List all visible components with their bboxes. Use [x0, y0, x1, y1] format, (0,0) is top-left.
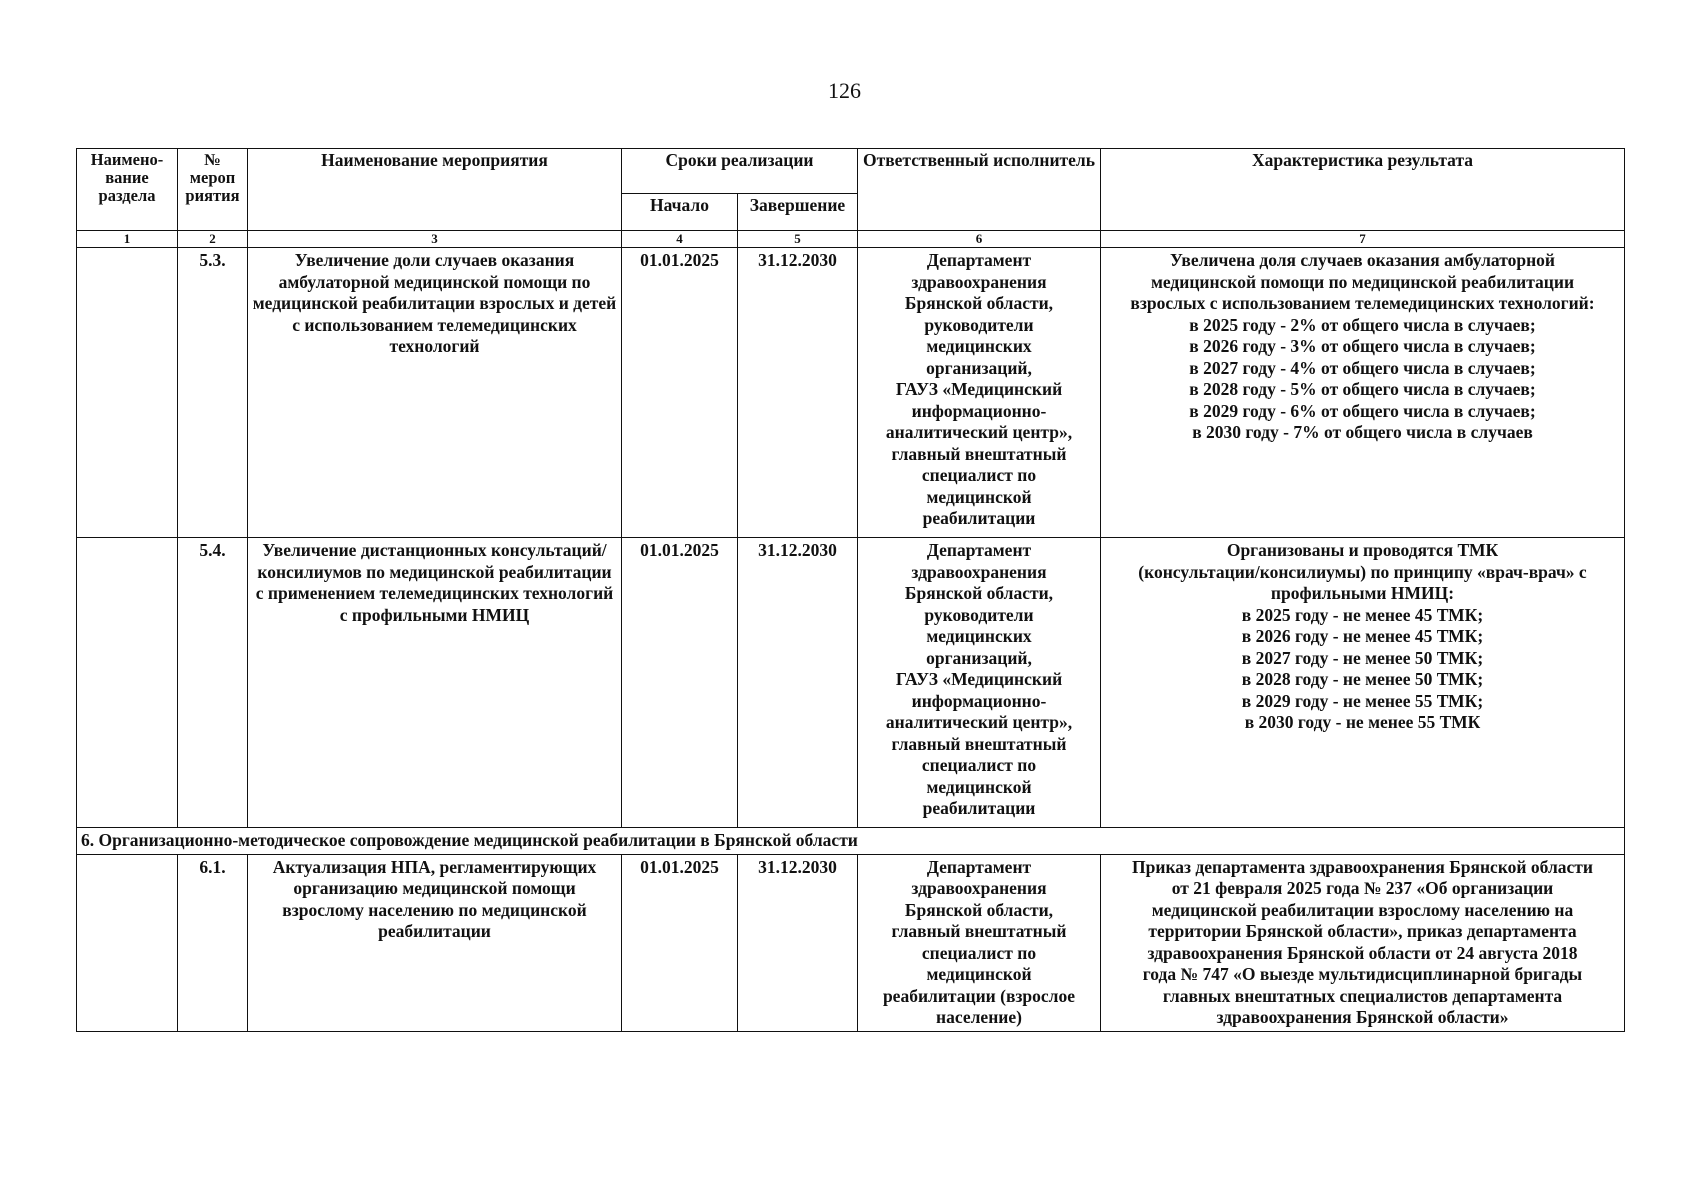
row-end-date: 31.12.2030: [738, 538, 858, 828]
responsible-line: население): [936, 1007, 1022, 1027]
result-line: в 2030 году - не менее 55 ТМК: [1244, 712, 1481, 732]
responsible-line: главный внештатный: [891, 443, 1067, 464]
result-line: в 2025 году - 2% от общего числа в случаев;: [1189, 314, 1536, 335]
row-number: 5.4.: [178, 538, 248, 828]
row-number: 6.1.: [178, 854, 248, 1031]
responsible-line: аналитический центр»,: [885, 712, 1073, 732]
column-number: 6: [858, 231, 1101, 248]
responsible-line: медицинских: [926, 336, 1032, 356]
result-line: в 2028 году - 5% от общего числа в случаев;: [1189, 379, 1536, 399]
row-start-date: 01.01.2025: [622, 854, 738, 1031]
row-start-date: 01.01.2025: [622, 248, 738, 538]
result-line: в 2029 году - не менее 55 ТМК;: [1241, 690, 1484, 711]
responsible-line: организаций,: [926, 647, 1032, 668]
row-responsible: [858, 538, 1101, 828]
row-section: [77, 854, 178, 1031]
result-line: Организованы и проводятся ТМК: [1226, 540, 1499, 560]
result-line: от 21 февраля 2025 года № 237 «Об организации: [1171, 878, 1554, 898]
responsible-line: руководители: [924, 604, 1034, 625]
result-line: (консультации/консилиумы) по принципу «врач-врач» с: [1138, 561, 1587, 582]
responsible-line: реабилитации (взрослое: [882, 985, 1076, 1006]
row-start-date: 01.01.2025: [622, 538, 738, 828]
responsible-line: руководители: [924, 314, 1034, 335]
responsible-line: организаций,: [926, 357, 1032, 378]
row-name: Увеличение дистанционных консультаций/консилиумов по медицинской реабилитации с применением телемедицинских технологий с профильными НМИЦ: [248, 538, 622, 828]
row-result: [1101, 538, 1625, 828]
result-line: в 2030 году - 7% от общего числа в случаев: [1192, 422, 1533, 442]
responsible-line: здравоохранения: [911, 561, 1047, 582]
responsible-line: Брянской области,: [904, 583, 1054, 603]
responsible-line: Брянской области,: [904, 293, 1054, 313]
column-number: 4: [622, 231, 738, 248]
result-line: в 2027 году - 4% от общего числа в случаев;: [1189, 357, 1536, 378]
row-responsible: [858, 854, 1101, 1031]
result-line: Увеличена доля случаев оказания амбулаторной: [1169, 250, 1555, 270]
result-line: года № 747 «О выезде мультидисциплинарной бригады: [1142, 964, 1583, 984]
responsible-line: специалист по: [921, 755, 1037, 775]
responsible-line: Департамент: [926, 540, 1032, 560]
row-end-date: 31.12.2030: [738, 248, 858, 538]
responsible-line: главный внештатный: [891, 733, 1067, 754]
column-number: 7: [1101, 231, 1625, 248]
result-line: в 2026 году - 3% от общего числа в случаев;: [1189, 336, 1536, 356]
responsible-line: Департамент: [926, 856, 1032, 877]
responsible-line: аналитический центр»,: [885, 422, 1073, 442]
result-line: здравоохранения Брянской области»: [1216, 1007, 1509, 1027]
row-section: [77, 538, 178, 828]
row-result: [1101, 248, 1625, 538]
row-result: [1101, 854, 1625, 1031]
responsible-line: медицинской: [926, 776, 1032, 797]
header-row: [77, 149, 1625, 194]
row-name: Увеличение доли случаев оказания амбулаторной медицинской помощи по медицинской реабилитации взрослых и детей с использованием телемедицинских технологий: [248, 248, 622, 538]
column-number: 5: [738, 231, 858, 248]
header-section: Наимено-вание раздела: [77, 149, 178, 231]
header-responsible: Ответственный исполнитель: [858, 149, 1101, 231]
result-line: главных внештатных специалистов департамента: [1162, 985, 1563, 1006]
result-line: медицинской помощи по медицинской реабилитации: [1150, 271, 1575, 292]
column-number: 2: [178, 231, 248, 248]
row-number: 5.3.: [178, 248, 248, 538]
row-responsible: [858, 248, 1101, 538]
header-result: Характеристика результата: [1101, 149, 1625, 231]
header-number: № мероп риятия: [178, 149, 248, 231]
column-numbers-row: [77, 231, 1625, 248]
result-line: взрослых с использованием телемедицинских технологий:: [1130, 293, 1595, 313]
responsible-line: Брянской области,: [904, 899, 1054, 920]
result-line: медицинской реабилитации взрослому населению на: [1151, 899, 1574, 920]
result-line: в 2028 году - не менее 50 ТМК;: [1241, 669, 1484, 689]
result-line: в 2026 году - не менее 45 ТМК;: [1241, 626, 1484, 646]
result-line: территории Брянской области», приказ департамента: [1148, 921, 1577, 941]
result-line: в 2025 году - не менее 45 ТМК;: [1241, 604, 1484, 625]
result-line: здравоохранения Брянской области от 24 августа 2018: [1147, 942, 1578, 963]
column-number: 3: [248, 231, 622, 248]
column-number: 1: [77, 231, 178, 248]
responsible-line: здравоохранения: [911, 271, 1047, 292]
row-section: [77, 248, 178, 538]
responsible-line: реабилитации: [922, 798, 1036, 818]
responsible-line: здравоохранения: [911, 878, 1047, 898]
header-start: Начало: [622, 194, 738, 231]
table-row: [77, 538, 1625, 828]
result-line: профильными НМИЦ:: [1270, 583, 1455, 603]
responsible-line: информационно-: [911, 400, 1047, 421]
header-end: Завершение: [738, 194, 858, 231]
responsible-line: реабилитации: [922, 508, 1036, 528]
activities-table: [76, 148, 1625, 1032]
responsible-line: информационно-: [911, 690, 1047, 711]
result-line: в 2027 году - не менее 50 ТМК;: [1241, 647, 1484, 668]
result-line: Приказ департамента здравоохранения Брянской области: [1132, 856, 1593, 877]
responsible-line: специалист по: [921, 465, 1037, 485]
responsible-line: медицинских: [926, 626, 1032, 646]
responsible-line: Департамент: [926, 250, 1032, 270]
responsible-line: медицинской: [926, 486, 1032, 507]
responsible-line: специалист по: [921, 942, 1037, 963]
table-row: [77, 854, 1625, 1031]
row-name: Актуализация НПА, регламентирующих организацию медицинской помощи взрослому населению по медицинской реабилитации: [248, 854, 622, 1031]
section-title: 6. Организационно-методическое сопровождение медицинской реабилитации в Брянской области: [77, 828, 1625, 855]
section-row: [77, 828, 1625, 855]
page-number: 126: [828, 78, 861, 103]
responsible-line: главный внештатный: [891, 921, 1067, 941]
responsible-line: ГАУЗ «Медицинский: [895, 379, 1063, 399]
header-terms: Сроки реализации: [622, 149, 858, 194]
table-row: [77, 248, 1625, 538]
row-end-date: 31.12.2030: [738, 854, 858, 1031]
result-line: в 2029 году - 6% от общего числа в случаев;: [1189, 400, 1536, 421]
header-name: Наименование мероприятия: [248, 149, 622, 231]
responsible-line: ГАУЗ «Медицинский: [895, 669, 1063, 689]
responsible-line: медицинской: [926, 964, 1032, 984]
